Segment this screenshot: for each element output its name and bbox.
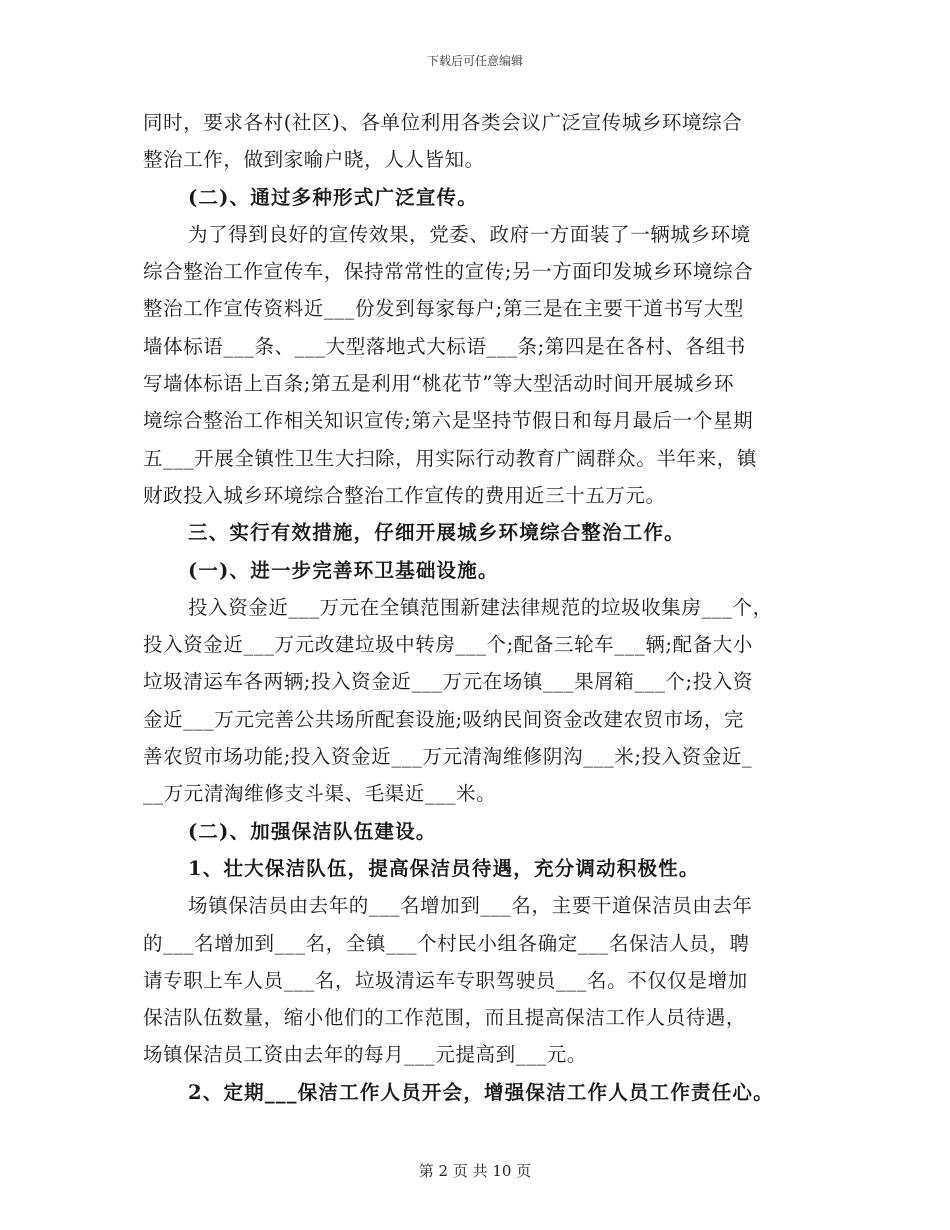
paragraph-line: 整治工作宣传资料近___份发到每家每户;第三是在主要干道书写大型 [143, 297, 745, 321]
paragraph-line: 同时，要求各村(社区)、各单位利用各类会议广泛宣传城乡环境综合 [143, 111, 743, 134]
paragraph-line: 投入资金近___万元改建垃圾中转房___个;配备三轮车___辆;配备大小 [143, 633, 753, 657]
paragraph-line: 综合整治工作宣传车，保持常常性的宣传;另一方面印发城乡环境综合 [143, 260, 754, 284]
paragraph-line: 请专职上车人员___名，垃圾清运车专职驾驶员___名。不仅仅是增加 [143, 968, 748, 992]
section-heading: (二)、通过多种形式广泛宣传。 [188, 185, 478, 209]
paragraph-line: 垃圾清运车各两辆;投入资金近___万元在场镇___果屑箱___个;投入资 [143, 670, 753, 694]
section-heading: 1、壮大保洁队伍，提高保洁员待遇，充分调动积极性。 [188, 856, 700, 880]
paragraph-line: 写墙体标语上百条;第五是利用“桃花节”等大型活动时间开展城乡环 [143, 372, 735, 396]
paragraph-line: 整治工作，做到家喻户晓，人人皆知。 [143, 148, 485, 172]
paragraph-line: 的___名增加到___名，全镇___个村民小组各确定___名保洁人员，聘 [143, 931, 750, 955]
paragraph-line: 投入资金近___万元在全镇范围新建法律规范的垃圾收集房___个， [188, 595, 773, 619]
page-number: 第 2 页 共 10 页 [418, 1162, 532, 1180]
paragraph-line: 场镇保洁员工资由去年的每月___元提高到___元。 [143, 1043, 588, 1067]
paragraph-line: 五___开展全镇性卫生大扫除，用实际行动教育广阔群众。半年来，镇 [143, 446, 757, 470]
paragraph-line: 保洁队伍数量，缩小他们的工作范围，而且提高保洁工作人员待遇， [143, 1006, 747, 1030]
paragraph-line: __万元清淘维修支斗渠、毛渠近___米。 [143, 782, 497, 806]
paragraph-line: 财政投入城乡环境综合整治工作宣传的费用近三十五万元。 [143, 483, 666, 507]
paragraph-line: 善农贸市场功能;投入资金近___万元清淘维修阴沟___米;投入资金近_ [143, 745, 753, 769]
section-heading: 2、定期___保洁工作人员开会，增强保洁工作人员工作责任心。 [188, 1080, 774, 1104]
section-heading: (二)、加强保洁队伍建设。 [188, 819, 437, 843]
section-heading: (一)、进一步完善环卫基础设施。 [188, 558, 499, 582]
paragraph-line: 金近___万元完善公共场所配套设施;吸纳民间资金改建农贸市场，完 [143, 707, 745, 731]
paragraph-line: 墙体标语___条、___大型落地式大标语___条;第四是在各村、各组书 [143, 334, 746, 358]
page-header: 下载后可任意编辑 [426, 54, 523, 68]
section-heading: 三、实行有效措施，仔细开展城乡环境综合整治工作。 [188, 521, 685, 545]
paragraph-line: 境综合整治工作相关知识宣传;第六是坚持节假日和每月最后一个星期 [143, 409, 754, 433]
paragraph-line: 为了得到良好的宣传效果，党委、政府一方面装了一辆城乡环境 [188, 222, 751, 246]
document-body [143, 104, 803, 1111]
paragraph-line: 场镇保洁员由去年的___名增加到___名，主要干道保洁员由去年 [188, 894, 753, 918]
